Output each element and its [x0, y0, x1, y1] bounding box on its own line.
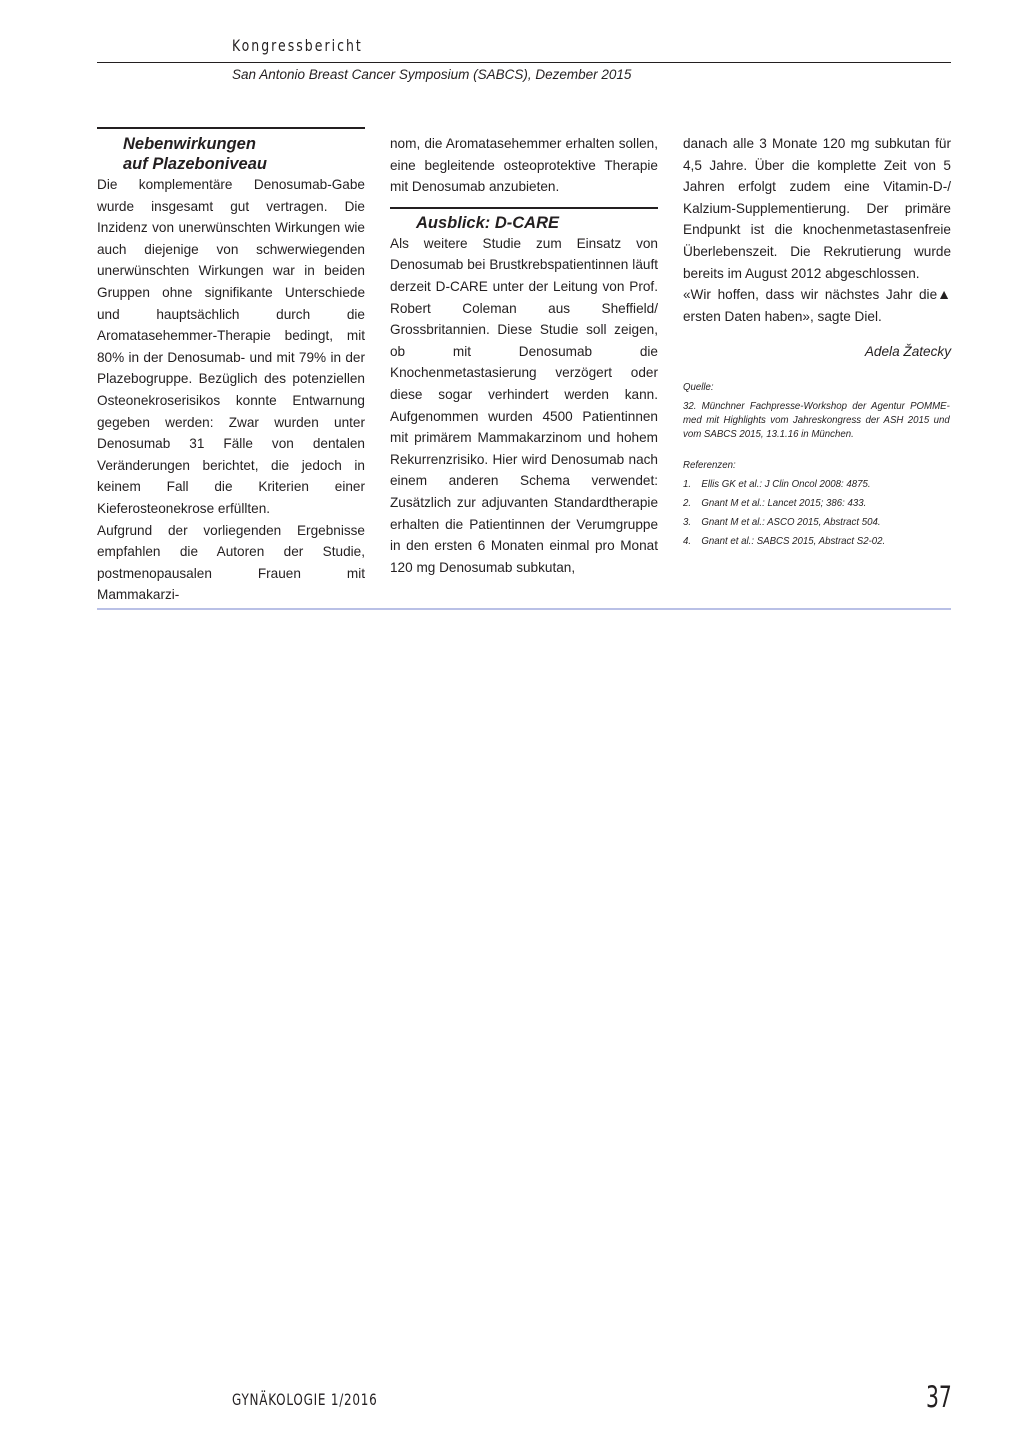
references-list	[683, 477, 950, 548]
paragraph-dcare-end	[683, 284, 951, 327]
reference-item: 4. Gnant et al.: SABCS 2015, Abstract S2-02.	[683, 534, 886, 547]
reference-item: 3. Gnant M et al.: ASCO 2015, Abstract 504.	[683, 515, 881, 528]
paragraph-dcare-part1: Als weitere Studie zum Einsatz von Denosumab bei Brustkrebspatientinnen läuft derzeit D-CARE unter der Leitung von Prof. Robert Coleman aus Sheffield/ Grossbritannien. Diese Studie soll zeigen, ob mit Denosumab die Knochenmetastasierung verzögert oder diese sogar verhindert werden kann. Aufgenommen wurden 4500 Patientinnen mit primärem Mammakarzinom und hohem Rekurrenzrisiko. Hier wird Denosumab nach einem anderen Schema verwendet: Zusätzlich zur adjuvanten Standardtherapie erhalten die Patientinnen der Verumgruppe in den ersten 6 Monaten einmal pro Monat 120 mg Denosumab subkutan,	[390, 235, 658, 575]
article-end-divider	[97, 608, 951, 610]
source-label: Quelle:	[683, 380, 714, 393]
article-column-1	[97, 127, 365, 606]
article-column-2	[390, 127, 658, 578]
section-title: Kongressbericht	[232, 36, 363, 55]
paragraph-dcare-part3: «Wir hoffen, dass wir nächstes Jahr die ersten Daten haben», sagte Diel.	[683, 287, 938, 324]
reference-item: 2. Gnant M et al.: Lancet 2015; 386: 433.	[683, 496, 867, 509]
heading-rule	[390, 207, 658, 209]
paragraph-dcare-part2: danach alle 3 Monate 120 mg subkutan für 4,5 Jahre. Über die komplette Zeit von 5 Jahren erfolgt zudem eine Vitamin-D-/ Kalzium-Supplementierung. Der primäre Endpunkt ist die knochenmetastasenfreie Überlebenszeit. Die Rekrutierung wurde bereits im August 2012 abgeschlossen.	[683, 136, 951, 281]
author-name: Adela Žatecky	[864, 344, 951, 360]
heading-outlook: Ausblick: D-CARE	[416, 213, 560, 232]
heading-side-effects	[97, 134, 365, 174]
article-column-3	[683, 127, 951, 553]
page-number: 37	[926, 1380, 952, 1414]
heading-side-effects-line1: Nebenwirkungen	[123, 135, 256, 153]
source-text: 32. Münchner Fachpresse-Workshop der Agentur POMME-med mit Highlights vom Jahreskongress der ASH 2015 und vom SABCS 2015, 13.1.16 in München.	[683, 399, 950, 440]
paragraph-recommendation-part1: Aufgrund der vorliegenden Ergebnisse empfahlen die Autoren der Studie, postmenopausalen Frauen mit Mammakarzi-	[97, 522, 365, 603]
references-label: Referenzen:	[683, 458, 736, 471]
journal-issue: GYNÄKOLOGIE 1/2016	[232, 1390, 378, 1409]
reference-item: 1. Ellis GK et al.: J Clin Oncol 2008: 4875.	[683, 477, 871, 490]
paragraph-recommendation-part2: nom, die Aromatasehemmer erhalten sollen, eine begleitende osteoprotektive Therapie mit Denosumab anzubieten.	[390, 136, 658, 195]
event-subtitle: San Antonio Breast Cancer Symposium (SABCS), Dezember 2015	[232, 67, 632, 82]
paragraph-tolerability: Die komplementäre Denosumab-Gabe wurde insgesamt gut vertragen. Die Inzidenz von unerwünschten Wirkungen wie auch diejenige von schwerwiegenden unerwünschten Wirkungen war in beiden Gruppen ohne signifikante Unterschiede und hauptsächlich durch die Aromatasehemmer-Therapie bedingt, mit 80% in der Denosumab- und mit 79% in der Plazebogruppe. Bezüglich des potenziellen Osteonekroserisikos konnte Entwarnung gegeben werden: Zwar wurden unter Denosumab 31 Fälle von dentalen Veränderungen berichtet, die jedoch in keinem Fall die Kriterien einer Kieferosteonekrose erfüllten.	[97, 177, 365, 516]
heading-side-effects-line2: auf Plazeboniveau	[123, 155, 267, 173]
end-of-article-icon: ▲	[937, 286, 951, 303]
header-divider	[97, 62, 951, 63]
heading-rule	[97, 127, 365, 129]
